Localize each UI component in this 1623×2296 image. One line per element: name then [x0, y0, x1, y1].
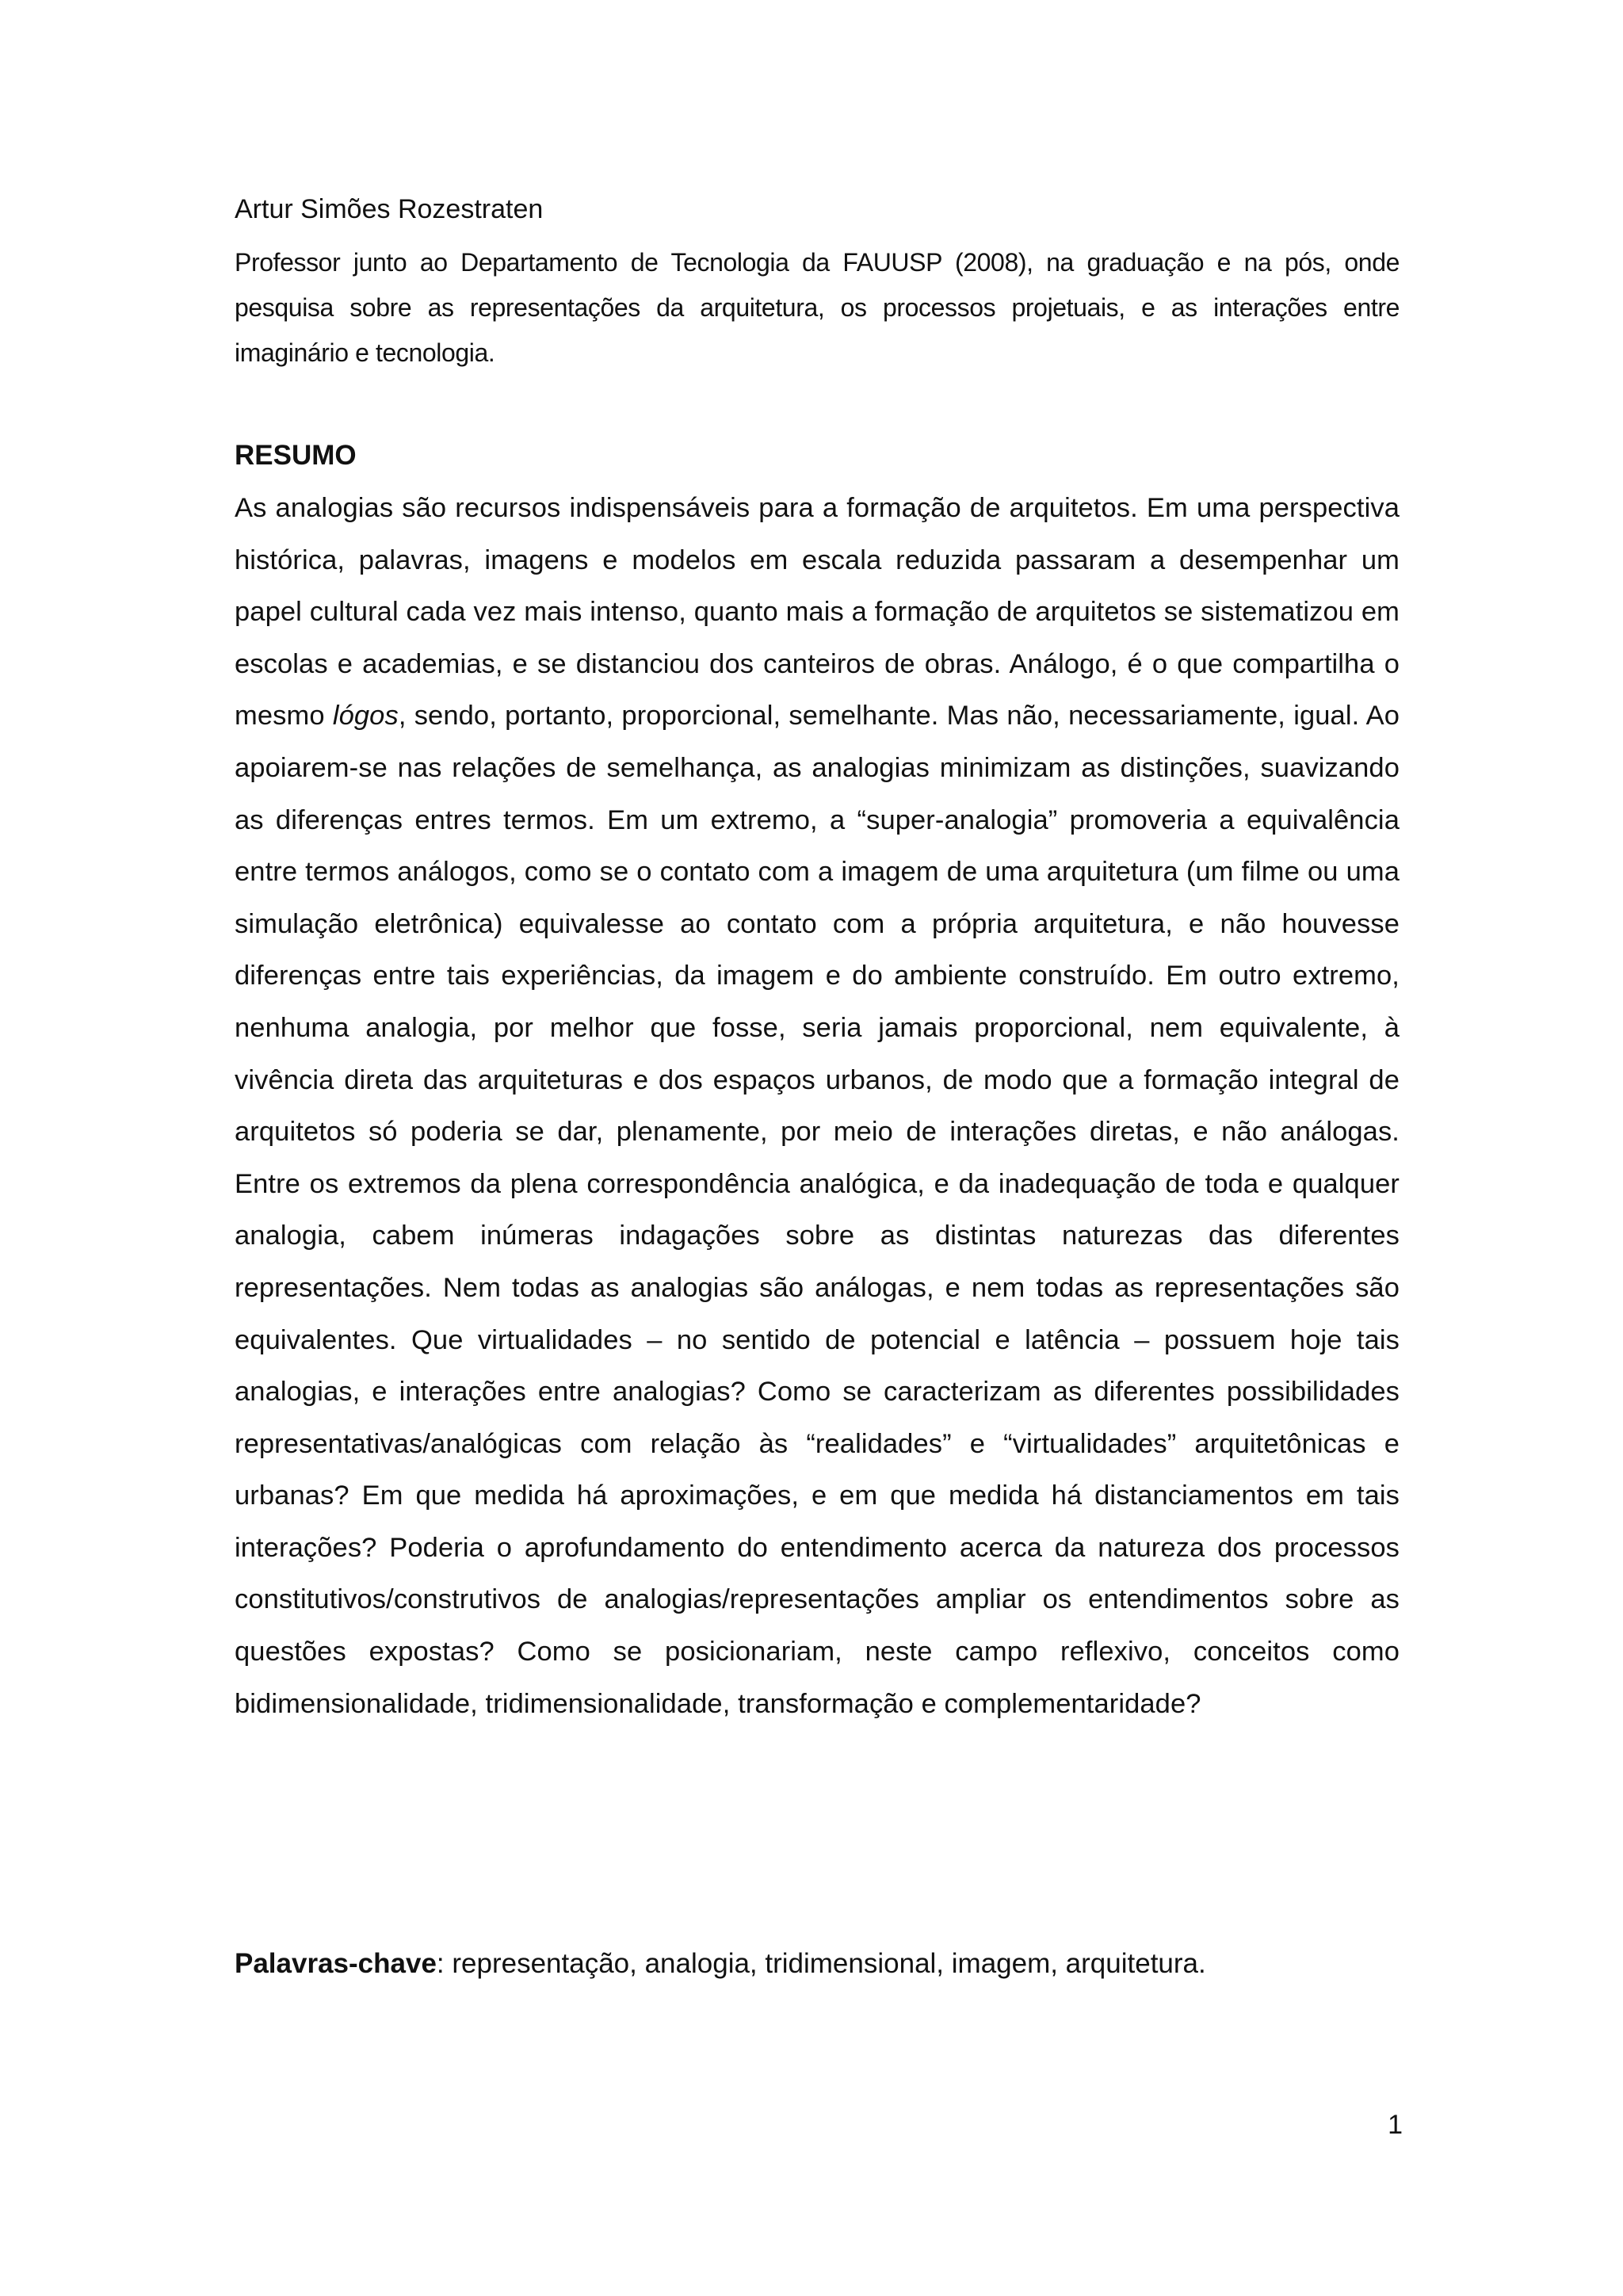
- keywords-list: representação, analogia, tridimensional, imagem, arquitetura.: [444, 1948, 1206, 1979]
- abstract-text-part2: , sendo, portanto, proporcional, semelhante. Mas não, necessariamente, igual. Ao apoiarem-se nas relações de semelhança, as analogias minimizam as distinções, suavizando as diferenças entres termos. Em um extremo, a “super-analogia” promoveria a equivalência entre termos análogos, como se o contato com a imagem de uma arquitetura (um filme ou uma simulação eletrônica) equivalesse ao contato com a própria arquitetura, e não houvesse diferenças entre tais experiências, da imagem e do ambiente construído. Em outro extremo, nenhuma analogia, por melhor que fosse, seria jamais proporcional, nem equivalente, à vivência direta das arquiteturas e dos espaços urbanos, de modo que a formação integral de arquitetos só poderia se dar, plenamente, por meio de interações diretas, e não análogas. Entre os extremos da plena correspondência analógica, e da inadequação de toda e qualquer analogia, cabem inúmeras indagações sobre as distintas naturezas das diferentes representações. Nem todas as analogias são análogas, e nem todas as representações são equivalentes. Que virtualidades – no sentido de potencial e latência – possuem hoje tais analogias, e interações entre analogias? Como se caracterizam as diferentes possibilidades representativas/analógicas com relação às “realidades” e “virtualidades” arquitetônicas e urbanas? Em que medida há aproximações, e em que medida há distanciamentos em tais interações? Poderia o aprofundamento do entendimento acerca da natureza dos processos constitutivos/construtivos de analogias/representações ampliar os entendimentos sobre as questões expostas? Como se posicionariam, neste campo reflexivo, conceitos como bidimensionalidade, tridimensionalidade, transformação e complementaridade?: [235, 701, 1400, 1719]
- page-number: 1: [1388, 2110, 1403, 2140]
- keywords-separator: :: [436, 1948, 445, 1979]
- abstract-italic-term: lógos: [332, 701, 399, 732]
- abstract-body: [235, 483, 1400, 1730]
- keywords-line: [235, 1946, 1400, 1981]
- keywords-label: Palavras-chave: [235, 1948, 437, 1979]
- abstract-heading: RESUMO: [235, 440, 357, 471]
- abstract-text-part1: As analogias são recursos indispensáveis para a formação de arquitetos. Em uma perspectiva histórica, palavras, imagens e modelos em escala reduzida passaram a desempenhar um papel cultural cada vez mais intenso, quanto mais a formação de arquitetos se sistematizou em escolas e academias, e se distanciou dos canteiros de obras. Análogo, é o que compartilha o mesmo: [235, 493, 1400, 732]
- author-name: Artur Simões Rozestraten: [235, 194, 544, 224]
- author-bio: Professor junto ao Departamento de Tecnologia da FAUUSP (2008), na graduação e na pós, onde pesquisa sobre as representações da arquitetura, os processos projetuais, e as interações entre imaginário e tecnologia.: [235, 248, 1400, 367]
